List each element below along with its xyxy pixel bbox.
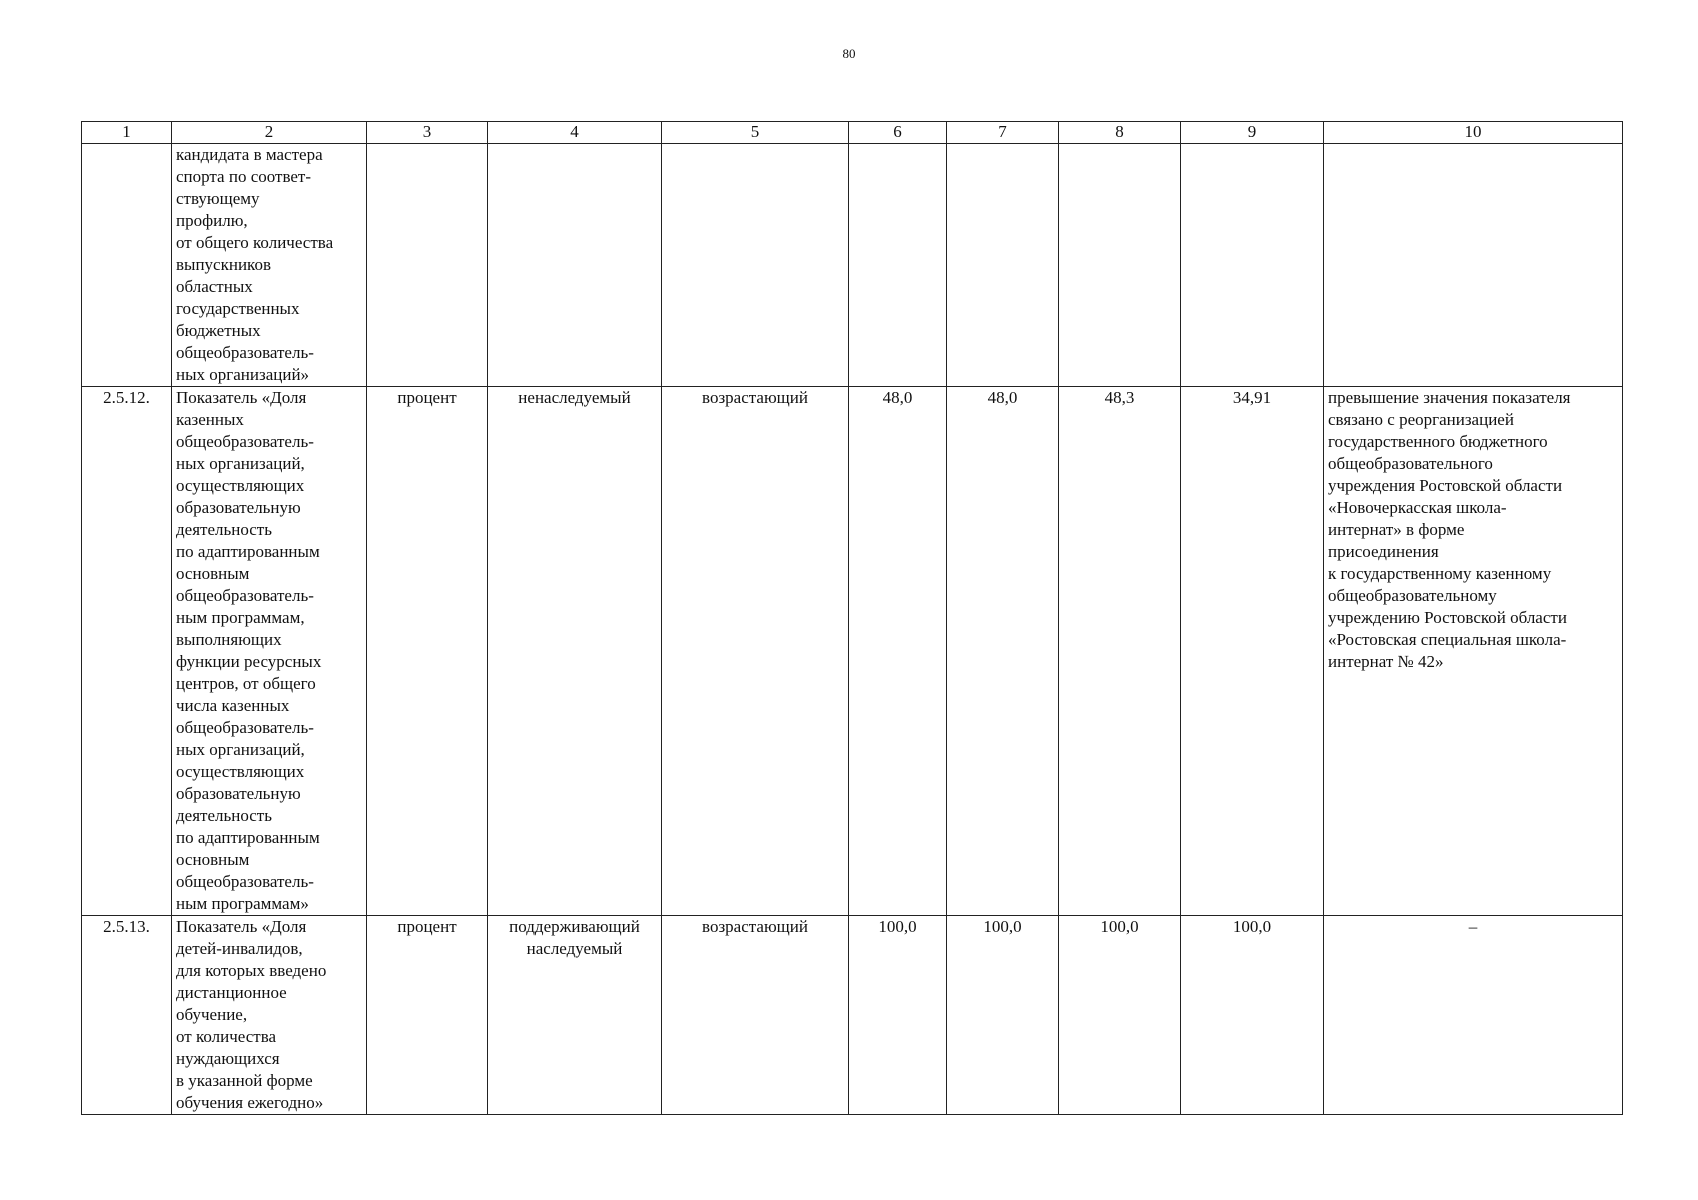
page-number: 80 xyxy=(842,46,856,61)
value-cell: 100,0 xyxy=(947,916,1059,1115)
row-number: 2.5.12. xyxy=(82,387,172,916)
column-header: 6 xyxy=(849,122,947,144)
column-header: 10 xyxy=(1324,122,1623,144)
indicators-table xyxy=(81,121,1623,1115)
value-cell xyxy=(1181,144,1324,387)
value-cell xyxy=(1059,144,1181,387)
indicator-name: Показатель «Доля детей-инвалидов, для которых введено дистанционное обучение, от количества нуждающихся в указанной форме обучения ежегодно» xyxy=(172,916,367,1115)
unit-cell: процент xyxy=(367,387,488,916)
note-cell xyxy=(1324,144,1623,387)
row-number xyxy=(82,144,172,387)
column-header: 9 xyxy=(1181,122,1324,144)
direction-cell xyxy=(662,144,849,387)
value-cell: 100,0 xyxy=(1059,916,1181,1115)
column-header: 8 xyxy=(1059,122,1181,144)
column-header: 3 xyxy=(367,122,488,144)
note-cell: превышение значения показателя связано с реорганизацией государственного бюджетного общеобразовательного учреждения Ростовской области «Новочеркасская школа- интернат» в форме присоединения к государственному казенному общеобразовательному учреждению Ростовской области «Ростовская специальная школа- интернат № 42» xyxy=(1324,387,1623,916)
value-cell xyxy=(849,144,947,387)
unit-cell xyxy=(367,144,488,387)
table-row xyxy=(82,387,1623,916)
indicator-name: кандидата в мастера спорта по соответ- ствующему профилю, от общего количества выпускников областных государственных бюджетных общеобразователь- ных организаций» xyxy=(172,144,367,387)
table-header-row xyxy=(82,122,1623,144)
value-cell: 48,0 xyxy=(849,387,947,916)
type-cell: поддерживающий наследуемый xyxy=(488,916,662,1115)
column-header: 5 xyxy=(662,122,849,144)
indicator-name: Показатель «Доля казенных общеобразователь- ных организаций, осуществляющих образовательную деятельность по адаптированным основным общеобразователь- ным программам, выполняющих функции ресурсных центров, от общего числа казенных общеобразователь- ных организаций, осуществляющих образовательную деятельность по адаптированным основным общеобразователь- ным программам» xyxy=(172,387,367,916)
value-cell xyxy=(947,144,1059,387)
type-cell: ненаследуемый xyxy=(488,387,662,916)
type-cell xyxy=(488,144,662,387)
column-header: 4 xyxy=(488,122,662,144)
value-cell: 100,0 xyxy=(849,916,947,1115)
column-header: 7 xyxy=(947,122,1059,144)
row-number: 2.5.13. xyxy=(82,916,172,1115)
direction-cell: возрастающий xyxy=(662,916,849,1115)
column-header: 2 xyxy=(172,122,367,144)
table-row xyxy=(82,916,1623,1115)
column-header: 1 xyxy=(82,122,172,144)
note-cell: – xyxy=(1324,916,1623,1115)
direction-cell: возрастающий xyxy=(662,387,849,916)
unit-cell: процент xyxy=(367,916,488,1115)
table-row xyxy=(82,144,1623,387)
value-cell: 48,0 xyxy=(947,387,1059,916)
value-cell: 48,3 xyxy=(1059,387,1181,916)
value-cell: 34,91 xyxy=(1181,387,1324,916)
value-cell: 100,0 xyxy=(1181,916,1324,1115)
